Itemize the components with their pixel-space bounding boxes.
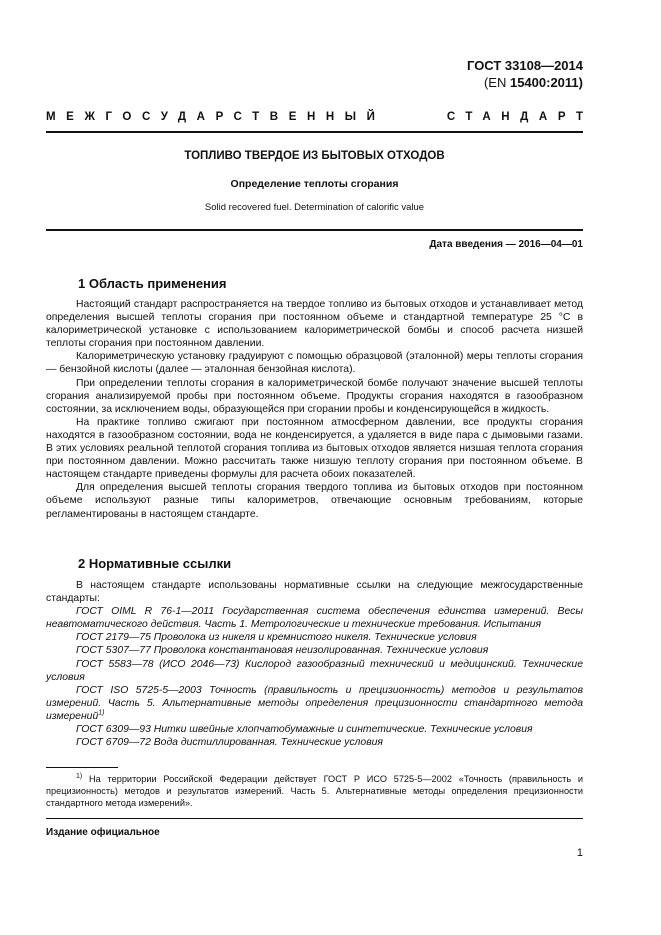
paragraph: Настоящий стандарт распространяется на твердое топливо из бытовых отходов и устанавливает метод определения высшей теплоты сгорания при постоянном объеме и стандартной температуре 25 °С в калориметрической установке с использованием калориметрической бомбы и способ расчета низшей теплоты сгорания при постоянном давлении. — [46, 299, 583, 350]
reference-item: ГОСТ 6309—93 Нитки швейные хлопчатобумажные и синтетические. Технические условия — [76, 724, 533, 736]
reference-item: ГОСТ 6709—72 Вода дистиллированная. Технические условия — [76, 737, 383, 749]
paragraph: В настоящем стандарте использованы нормативные ссылки на следующие межгосударственные стандарты: — [46, 580, 583, 605]
footnote-mark: 1) — [76, 772, 83, 780]
standard-number-block — [467, 57, 583, 91]
standard-number: ГОСТ 33108—2014 — [467, 58, 583, 73]
footer-divider — [46, 818, 583, 819]
page-number: 1 — [576, 847, 583, 859]
footnote-divider — [46, 767, 118, 768]
title-divider — [46, 229, 583, 231]
en-number: 15400:2011 — [509, 75, 579, 90]
official-edition-label: Издание официальное — [46, 827, 160, 838]
section-1-heading: 1 Область применения — [78, 276, 227, 291]
paragraph: На практике топливо сжигают при постоянном атмосферном давлении, все продукты сгорания находятся в газообразном состоянии, вода не конденсируется, а удаляется в виде пара с дымовыми газами. В этих условиях реальной теплотой сгорания топлива из бытовых отходов является низшая теплота сгорания при постоянном давлении. Можно рассчитать также низшую теплоту сгорания при постоянном объеме. В настоящем стандарте приведены формулы для расчета обоих показателей. — [46, 416, 583, 481]
paragraph: Для определения высшей теплоты сгорания твердого топлива из бытовых отходов при постоянном объеме используют разные типы калориметров, отвечающие основным требованиям, которые регламентированы в настоящем стандарте. — [46, 482, 583, 520]
reference-item: ГОСТ OIML R 76-1—2011 Государственная система обеспечения единства измерений. Весы неавтоматического действия. Часть 1. Метрологические и технические требования. Испытания — [46, 606, 583, 631]
footnote-text: На территории Российской Федерации действует ГОСТ Р ИСО 5725-5—2002 «Точность (правильность и прецизионность) методов и результатов измерений. Часть 5. Альтернативные методы определения прецизионности стандартного метода измерений». — [46, 774, 583, 809]
reference-item: ГОСТ 2179—75 Проволока из никеля и кремнистого никеля. Технические условия — [76, 632, 477, 644]
standard-type-header — [46, 110, 594, 124]
document-subtitle: Определение теплоты сгорания — [230, 178, 399, 190]
footnote — [46, 773, 583, 810]
section-2-heading: 2 Нормативные ссылки — [78, 556, 232, 571]
introduction-date: Дата введения — 2016—04—01 — [429, 239, 583, 250]
section-2-body — [46, 579, 583, 749]
en-equivalent: (EN 15400:2011) — [483, 75, 583, 90]
header-divider — [46, 131, 583, 133]
reference-item: ГОСТ 5307—77 Проволока константановая неизолированная. Технические условия — [76, 645, 489, 657]
footnote-reference[interactable]: 1) — [98, 709, 105, 717]
english-title: Solid recovered fuel. Determination of calorific value — [204, 202, 425, 213]
reference-item: ГОСТ 5583—78 (ИСО 2046—73) Кислород газообразный технический и медицинский. Технические условия — [46, 658, 583, 683]
header-left-label: МЕЖГОСУДАРСТВЕННЫЙ — [46, 111, 386, 123]
paragraph: При определении теплоты сгорания в калориметрической бомбе получают значение высшей теплоты сгорания анализируемой пробы при постоянном объеме. Продукты сгорания находятся в газообразном состоянии, за исключением воды, образующейся при сгорании пробы и конденсирующейся в жидкость. — [46, 377, 583, 415]
section-1-body — [46, 298, 583, 521]
reference-item: ГОСТ ISO 5725-5—2003 Точность (правильность и прецизионность) методов и результатов измерений. Часть 5. Альтернативные методы определения прецизионности стандартного метода измерений$^{1)}$ — [46, 684, 583, 722]
paragraph: Калориметрическую установку градуируют с помощью образцовой (эталонной) меры теплоты сгорания — бензойной кислоты (далее — эталонная бензойная кислота). — [46, 351, 583, 376]
document-title: ТОПЛИВО ТВЕРДОЕ ИЗ БЫТОВЫХ ОТХОДОВ — [184, 150, 445, 162]
header-right-label: СТАНДАРТ — [446, 111, 594, 123]
